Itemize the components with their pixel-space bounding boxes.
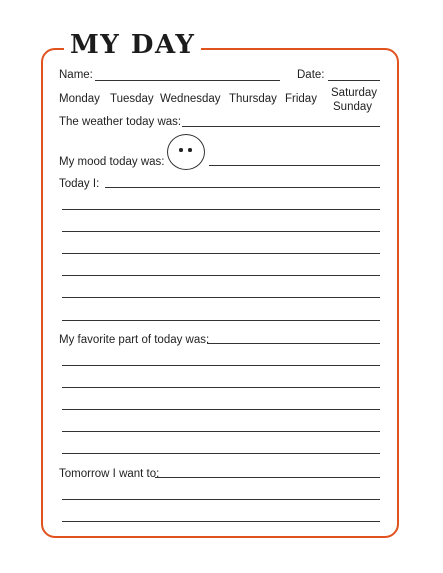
today-writing-line[interactable] [62, 297, 380, 298]
mood-label: My mood today was: [59, 156, 165, 168]
day-sunday[interactable]: Sunday [333, 101, 373, 113]
today-writing-line[interactable] [62, 209, 380, 210]
date-label: Date: [297, 69, 325, 81]
weather-label: The weather today was: [59, 116, 182, 128]
mood-field-line[interactable] [209, 165, 380, 166]
smiley-face-icon [167, 134, 205, 170]
favorite-writing-line[interactable] [62, 409, 380, 410]
weather-field-line[interactable] [182, 126, 380, 127]
today-writing-line[interactable] [62, 253, 380, 254]
name-field-line[interactable] [95, 80, 280, 81]
today-writing-line[interactable] [62, 231, 380, 232]
date-field-line[interactable] [328, 80, 380, 81]
day-wednesday[interactable]: Wednesday [160, 93, 221, 105]
favorite-field-line[interactable] [207, 343, 380, 344]
favorite-writing-line[interactable] [62, 387, 380, 388]
tomorrow-label: Tomorrow I want to: [59, 468, 160, 480]
favorite-writing-line[interactable] [62, 431, 380, 432]
tomorrow-writing-line[interactable] [62, 521, 380, 522]
day-friday[interactable]: Friday [285, 93, 317, 105]
tomorrow-field-line[interactable] [155, 477, 380, 478]
day-tuesday[interactable]: Tuesday [110, 93, 154, 105]
day-monday[interactable]: Monday [59, 93, 100, 105]
favorite-writing-line[interactable] [62, 453, 380, 454]
title-banner [64, 28, 201, 62]
today-writing-line[interactable] [62, 320, 380, 321]
name-label: Name: [59, 69, 93, 81]
left-eye-dot [179, 148, 183, 152]
day-thursday[interactable]: Thursday [229, 93, 277, 105]
tomorrow-writing-line[interactable] [62, 499, 380, 500]
right-eye-dot [188, 148, 192, 152]
favorite-writing-line[interactable] [62, 365, 380, 366]
page-title: MY DAY [70, 30, 196, 60]
favorite-label: My favorite part of today was: [59, 334, 210, 346]
today-label: Today I: [59, 178, 100, 190]
today-field-line[interactable] [105, 187, 380, 188]
today-writing-line[interactable] [62, 275, 380, 276]
day-saturday[interactable]: Saturday [331, 87, 378, 99]
